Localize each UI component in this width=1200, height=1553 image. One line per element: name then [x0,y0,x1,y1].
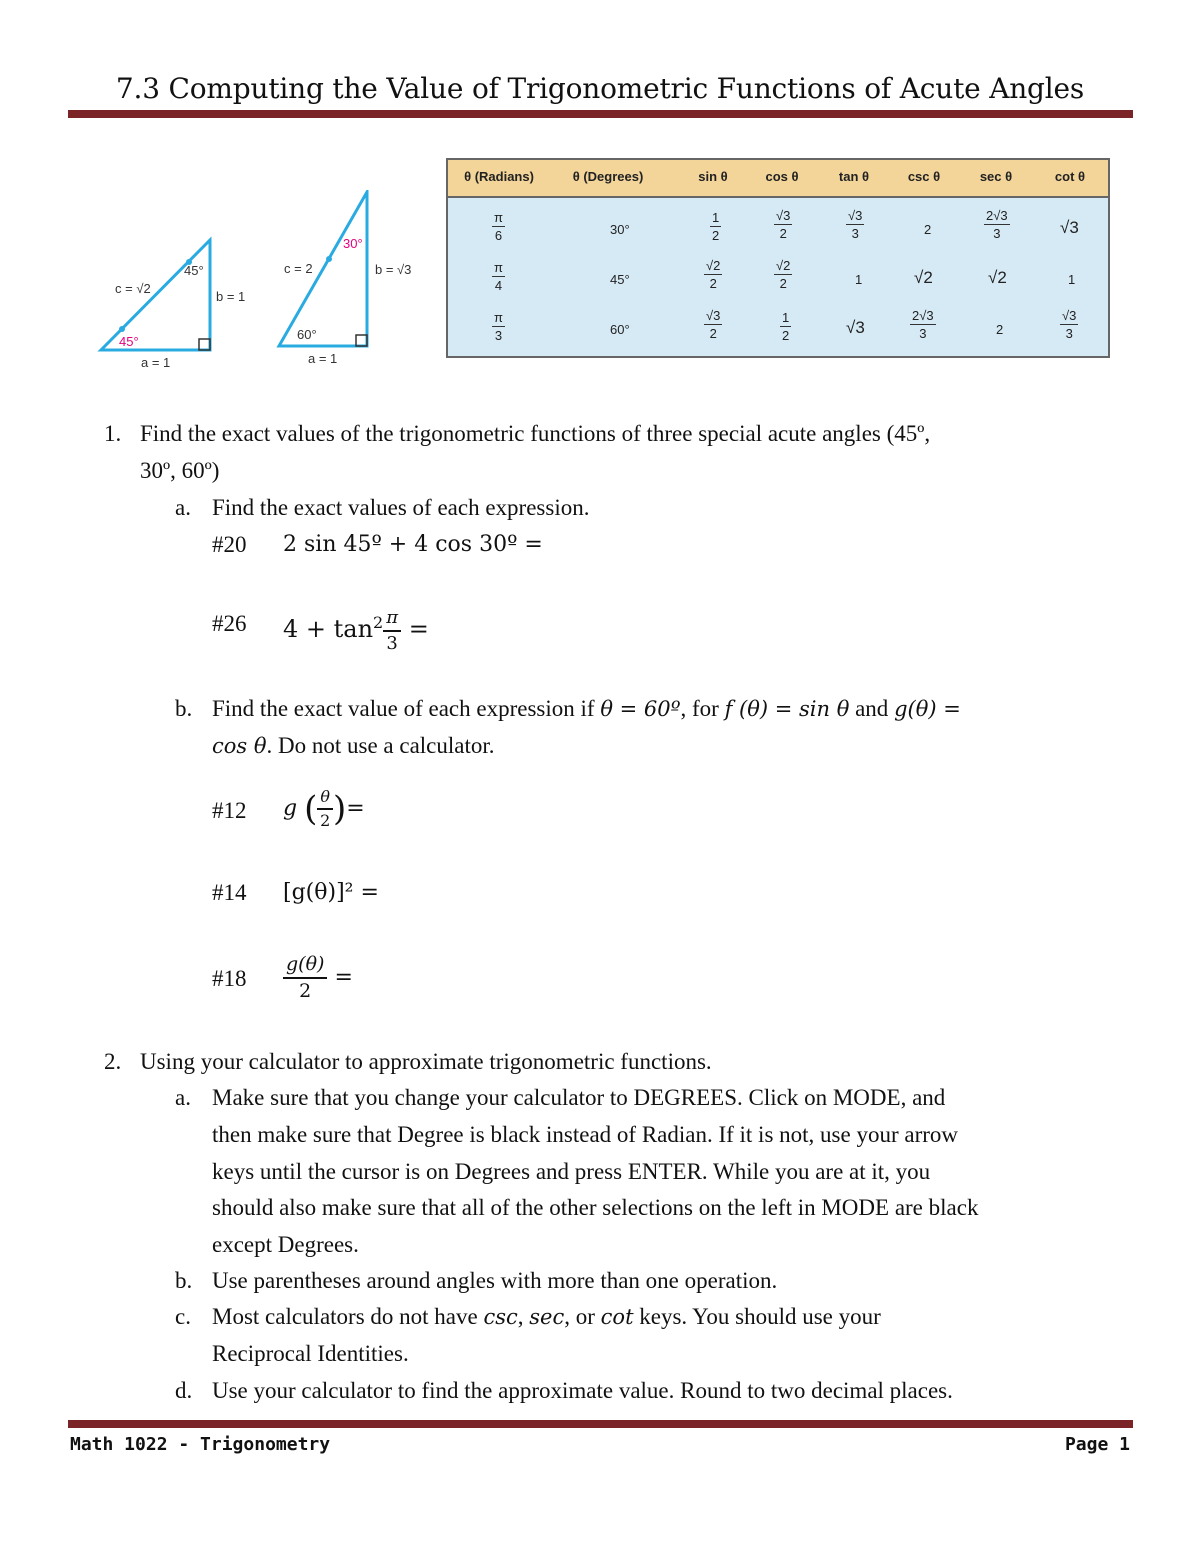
th-degrees: θ (Degrees) [572,169,644,184]
th-cot: cot θ [1054,169,1086,184]
footer-page-number: Page 1 [1064,1434,1130,1455]
table-row: $\frac{\pi}{3}$ [494,310,503,343]
p18-label: #18 [212,966,247,991]
cell-cos-45: $\frac{√2}{2}$ [776,258,791,291]
table-header-row [448,160,1108,198]
th-sec: sec θ [979,169,1013,184]
p20-expression: 2 sin 45º + 4 cos 30º = [283,532,543,557]
t1-side-a-label: a = 1 [141,355,171,370]
p12-expression: g ( $\frac{\theta}{2}$ )= [283,787,365,830]
table-row: $\frac{\pi}{6}$ [494,210,503,243]
t2-side-b-label: b = √3 [375,262,412,277]
p12-label: #12 [212,798,247,823]
q2a-line-1: Make sure that you change your calculator to DEGREES. Click on MODE, and [212,1085,946,1110]
q1-line2: 30º, 60º) [140,458,220,483]
right-angle-marker [199,339,210,350]
q2b-text: Use parentheses around angles with more than one operation. [212,1268,778,1293]
q1a-text: Find the exact values of each expression. [212,495,590,520]
cell-tan-45: 1 [855,272,863,287]
cell-sec-60: 2 [996,322,1004,337]
t2-angle-top: 30° [343,236,363,251]
t1-angle-top: 45° [184,263,204,278]
q1-number: 1. [104,421,122,446]
q2a-line-3: keys until the cursor is on Degrees and press ENTER. While you are at it, you [212,1159,931,1184]
cell-sec-30: $\frac{2√3}{3}$ [986,208,1008,241]
q2-number: 2. [104,1049,122,1074]
t2-hyp-label: c = 2 [284,261,313,276]
p14-expression: [g(θ)]² = [283,880,379,905]
cell-deg-30: 30° [610,222,630,237]
q1b-letter: b. [175,696,193,721]
q2a-line-4: should also make sure that all of the other selections on the left in MODE are black [212,1195,979,1220]
q1b-line1: Find the exact value of each expression if θ = 60º, for f (θ) = sin θ and g(θ) = [212,696,961,721]
cell-csc-30: 2 [924,222,932,237]
cell-cot-45: 1 [1068,272,1076,287]
page-title: 7.3 Computing the Value of Trigonometric Functions of Acute Angles [115,72,1085,105]
q2-line1: Using your calculator to approximate trigonometric functions. [140,1049,712,1074]
cell-deg-45: 45° [610,272,630,287]
th-tan: tan θ [838,169,870,184]
right-angle-marker-2 [356,335,367,346]
p20-label: #20 [212,532,247,557]
th-radians: θ (Radians) [464,169,534,184]
q2d-letter: d. [175,1378,193,1403]
trig-values-table [446,158,1110,358]
q2c-letter: c. [175,1304,191,1329]
p26-label: #26 [212,611,247,636]
q1a-letter: a. [175,495,191,520]
cell-cos-30: $\frac{√3}{2}$ [776,208,791,241]
t1-angle-bottom: 45° [119,334,139,349]
cell-csc-45: √2 [914,268,933,287]
cell-deg-60: 60° [610,322,630,337]
th-csc: csc θ [907,169,941,184]
t2-angle-bottom: 60° [297,327,317,342]
q2c-line1: Most calculators do not have csc, sec, or cot keys. You should use your [212,1304,881,1329]
special-triangles-figure [95,190,435,370]
cell-cot-60: $\frac{√3}{3}$ [1062,308,1077,341]
cell-cos-60: $\frac{1}{2}$ [782,310,790,343]
q2c-line2: Reciprocal Identities. [212,1341,409,1366]
cell-sec-45: √2 [988,268,1007,287]
th-sin: sin θ [698,169,728,184]
t2-side-a-label: a = 1 [308,351,338,366]
cell-cot-30: √3 [1060,218,1079,237]
q2d-text: Use your calculator to find the approximate value. Round to two decimal places. [212,1378,953,1403]
q2b-letter: b. [175,1268,193,1293]
cell-tan-60: √3 [846,318,865,337]
p18-expression: $\frac{g(\theta)}{2}$ = [283,946,353,1010]
table-row: $\frac{\pi}{4}$ [494,260,503,293]
t1-side-b-label: b = 1 [216,289,246,304]
t1-hyp-label: c = √2 [115,281,151,296]
th-cos: cos θ [765,169,799,184]
footer-course: Math 1022 - Trigonometry [70,1434,331,1455]
cell-sin-30: $\frac{1}{2}$ [712,210,720,243]
p26-expression: $4 + \tan^2$ $\frac{\pi}{3}$ = [283,606,429,654]
header-rule [68,110,1133,118]
q2a-letter: a. [175,1085,191,1110]
q1-line1: Find the exact values of the trigonometric functions of three special acute angles (45º, [140,421,931,446]
cell-sin-60: $\frac{√3}{2}$ [706,308,721,341]
cell-tan-30: $\frac{√3}{3}$ [848,208,863,241]
q2a-line-5: except Degrees. [212,1232,359,1257]
cell-sin-45: $\frac{√2}{2}$ [706,258,721,291]
q1b-line2: cos θ. Do not use a calculator. [212,733,495,758]
cell-csc-60: $\frac{2√3}{3}$ [912,308,934,341]
p14-label: #14 [212,880,247,905]
q2a-line-2: then make sure that Degree is black instead of Radian. If it is not, use your arrow [212,1122,958,1147]
footer-rule [68,1420,1133,1428]
